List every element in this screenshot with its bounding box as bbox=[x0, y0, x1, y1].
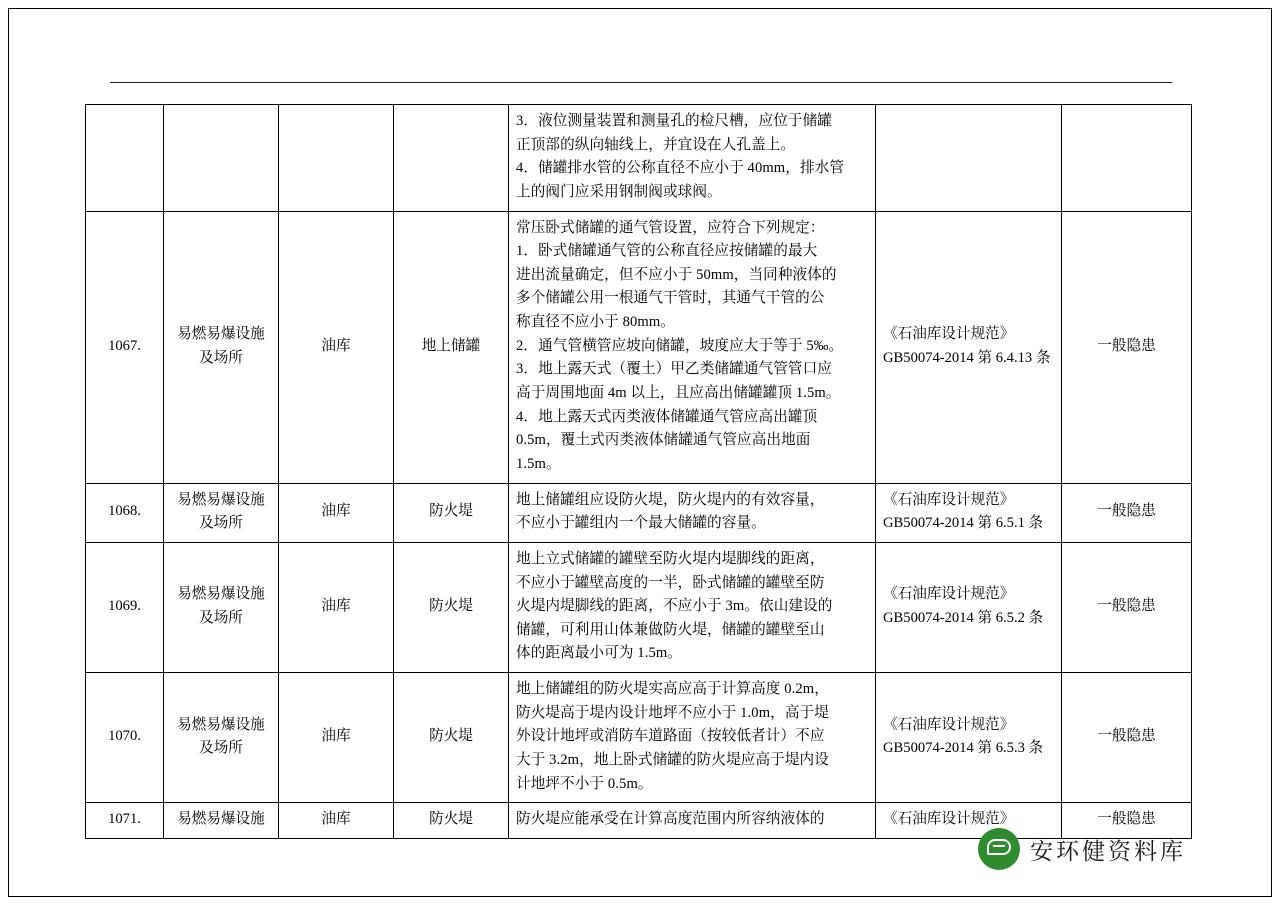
cell-place: 油库 bbox=[279, 483, 394, 542]
reference-line: 《石油库设计规范》 bbox=[883, 586, 1015, 603]
cell-part: 地上储罐 bbox=[394, 211, 509, 483]
reference-line: 《石油库设计规范》 bbox=[883, 325, 1015, 342]
cell-description bbox=[509, 211, 876, 483]
table-row bbox=[86, 211, 1192, 483]
cell-reference bbox=[876, 211, 1062, 483]
table-row bbox=[86, 105, 1192, 212]
cell-category: 易燃易爆设施及场所 bbox=[164, 673, 279, 803]
description-line: 计地坪不小于 0.5m。 bbox=[516, 775, 653, 792]
cell-reference bbox=[876, 673, 1062, 803]
hazard-table-container bbox=[85, 104, 1191, 839]
description-line: 进出流量确定，但不应小于 50mm，当同种液体的 bbox=[516, 266, 837, 283]
description-line: 多个储罐公用一根通气干管时，其通气干管的公 bbox=[516, 290, 825, 307]
cell-description bbox=[509, 483, 876, 542]
table-row bbox=[86, 673, 1192, 803]
description-line: 称直径不应小于 80mm。 bbox=[516, 314, 675, 331]
description-line: 防火堤应能承受在计算高度范围内所容纳液体的 bbox=[516, 811, 825, 828]
description-line: 地上储罐组应设防火堤，防火堤内的有效容量， bbox=[516, 491, 825, 508]
hazard-table-body bbox=[86, 105, 1192, 839]
cell-no: 1070. bbox=[86, 673, 164, 803]
cell-category: 易燃易爆设施及场所 bbox=[164, 211, 279, 483]
cell-description bbox=[509, 803, 876, 839]
reference-line: GB50074-2014 第 6.5.2 条 bbox=[883, 609, 1044, 626]
table-row bbox=[86, 483, 1192, 542]
reference-line: 《石油库设计规范》 bbox=[883, 491, 1015, 508]
cell-category: 易燃易爆设施 bbox=[164, 803, 279, 839]
description-line: 不应小于罐壁高度的一半，卧式储罐的罐壁至防 bbox=[516, 574, 825, 591]
description-line: 不应小于罐组内一个最大储罐的容量。 bbox=[516, 515, 766, 532]
cell-level: 一般隐患 bbox=[1062, 673, 1192, 803]
cell-place: 油库 bbox=[279, 211, 394, 483]
watermark bbox=[978, 828, 1186, 870]
cell-part: 防火堤 bbox=[394, 673, 509, 803]
description-line: 0.5m，覆土式丙类液体储罐通气管应高出地面 bbox=[516, 432, 811, 449]
cell-part: 防火堤 bbox=[394, 803, 509, 839]
cell-description bbox=[509, 542, 876, 672]
description-line: 3．液位测量装置和测量孔的检尺槽，应位于储罐 bbox=[516, 113, 832, 129]
description-line: 上的阀门应采用钢制阀或球阀。 bbox=[516, 183, 722, 200]
cell-no bbox=[86, 105, 164, 212]
reference-line: GB50074-2014 第 6.5.3 条 bbox=[883, 740, 1044, 757]
cell-description bbox=[509, 105, 876, 212]
description-line: 大于 3.2m，地上卧式储罐的防火堤应高于堤内设 bbox=[516, 752, 829, 769]
watermark-label: 安环健资料库 bbox=[1030, 837, 1186, 864]
cell-category: 易燃易爆设施及场所 bbox=[164, 542, 279, 672]
reference-line: 《石油库设计规范》 bbox=[883, 716, 1015, 733]
cell-description bbox=[509, 673, 876, 803]
cell-place bbox=[279, 105, 394, 212]
reference-line: 《石油库设计规范》 bbox=[883, 811, 1015, 828]
cell-level: 一般隐患 bbox=[1062, 803, 1192, 839]
reference-line: GB50074-2014 第 6.4.13 条 bbox=[883, 349, 1051, 366]
cell-level: 一般隐患 bbox=[1062, 483, 1192, 542]
cell-part bbox=[394, 105, 509, 212]
cell-level bbox=[1062, 105, 1192, 212]
description-line: 4．储罐排水管的公称直径不应小于 40mm，排水管 bbox=[516, 160, 845, 177]
description-line: 1.5m。 bbox=[516, 455, 561, 472]
chat-bubble-icon bbox=[978, 828, 1020, 870]
description-line: 正顶部的纵向轴线上，并宜设在人孔盖上。 bbox=[516, 136, 796, 153]
cell-place: 油库 bbox=[279, 803, 394, 839]
reference-line: GB50074-2014 第 6.5.1 条 bbox=[883, 515, 1044, 532]
cell-place: 油库 bbox=[279, 673, 394, 803]
hazard-table bbox=[85, 104, 1192, 839]
cell-reference bbox=[876, 542, 1062, 672]
cell-no: 1069. bbox=[86, 542, 164, 672]
table-row bbox=[86, 542, 1192, 672]
description-line: 地上储罐组的防火堤实高应高于计算高度 0.2m， bbox=[516, 681, 829, 698]
cell-level: 一般隐患 bbox=[1062, 211, 1192, 483]
cell-level: 一般隐患 bbox=[1062, 542, 1192, 672]
description-line: 防火堤高于堤内设计地坪不应小于 1.0m，高于堤 bbox=[516, 704, 829, 721]
description-line: 常压卧式储罐的通气管设置，应符合下列规定： bbox=[516, 219, 825, 236]
description-line: 火堤内堤脚线的距离，不应小于 3m。依山建设的 bbox=[516, 598, 833, 615]
cell-reference bbox=[876, 105, 1062, 212]
cell-part: 防火堤 bbox=[394, 483, 509, 542]
cell-reference bbox=[876, 483, 1062, 542]
description-line: 储罐，可利用山体兼做防火堤，储罐的罐壁至山 bbox=[516, 621, 825, 638]
description-line: 地上立式储罐的罐壁至防火堤内堤脚线的距离， bbox=[516, 550, 825, 567]
header-rule bbox=[110, 82, 1172, 83]
cell-part: 防火堤 bbox=[394, 542, 509, 672]
cell-no: 1071. bbox=[86, 803, 164, 839]
description-line: 2．通气管横管应坡向储罐，坡度应大于等于 5‰。 bbox=[516, 337, 844, 354]
description-line: 3．地上露天式（覆土）甲乙类储罐通气管管口应 bbox=[516, 361, 832, 378]
cell-no: 1068. bbox=[86, 483, 164, 542]
cell-category: 易燃易爆设施及场所 bbox=[164, 483, 279, 542]
cell-no: 1067. bbox=[86, 211, 164, 483]
description-line: 4．地上露天式丙类液体储罐通气管应高出罐顶 bbox=[516, 408, 818, 425]
description-line: 外设计地坪或消防车道路面（按较低者计）不应 bbox=[516, 728, 825, 745]
description-line: 1．卧式储罐通气管的公称直径应按储罐的最大 bbox=[516, 243, 818, 260]
description-line: 体的距离最小可为 1.5m。 bbox=[516, 645, 682, 662]
cell-category bbox=[164, 105, 279, 212]
cell-place: 油库 bbox=[279, 542, 394, 672]
description-line: 高于周围地面 4m 以上，且应高出储罐罐顶 1.5m。 bbox=[516, 385, 841, 402]
